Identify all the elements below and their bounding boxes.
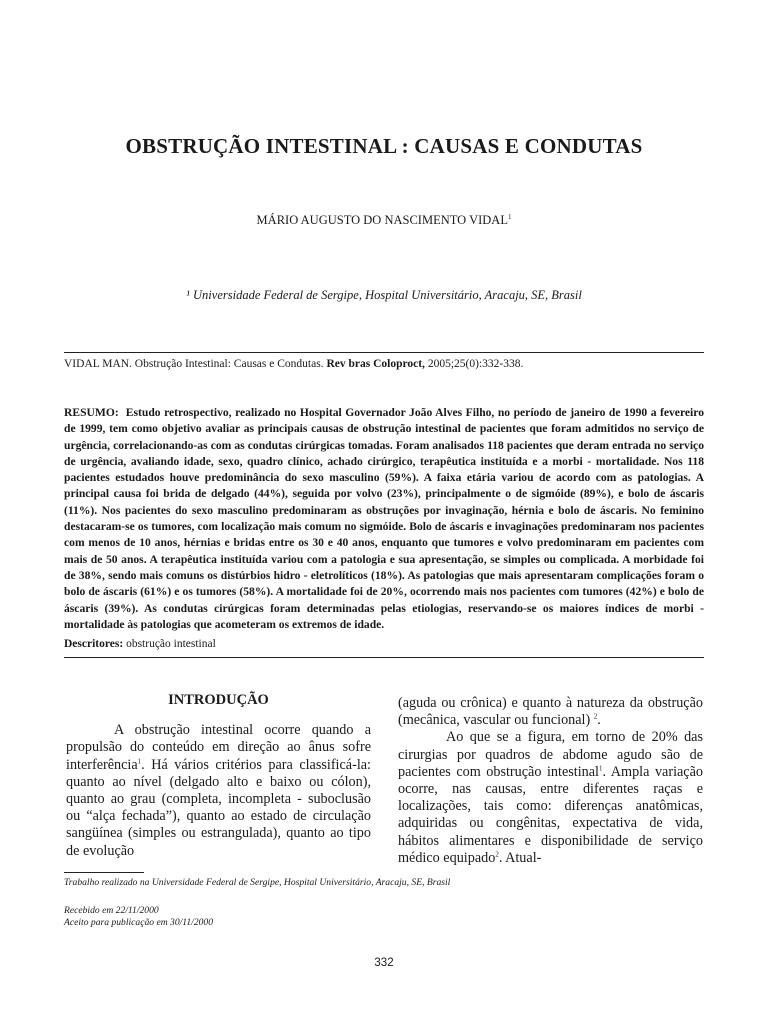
author-affiliation-mark: 1 <box>507 212 512 221</box>
footnote-work: Trabalho realizado na Universidade Federal de Sergipe, Hospital Universitário, Aracaju, SE, Brasil <box>64 877 451 888</box>
abstract-label: RESUMO: <box>64 406 119 419</box>
body-paragraph <box>398 729 703 867</box>
body-column-left <box>66 692 371 860</box>
citation <box>64 358 709 370</box>
citation-details: 2005;25(0):332-338. <box>427 358 524 370</box>
body-paragraph <box>398 695 703 729</box>
body-column-right <box>398 695 703 867</box>
author-line <box>0 213 768 228</box>
citation-top-rule <box>64 352 704 353</box>
author-name: MÁRIO AUGUSTO DO NASCIMENTO VIDAL <box>256 213 508 227</box>
affiliation-text: Universidade Federal de Sergipe, Hospital Universitário, Aracaju, SE, Brasil <box>193 288 582 302</box>
body-text: . Há vários critérios para classificá-la: quanto ao nível (delgado alto e baixo ou cólon), quanto ao grau (completa, incompleta - suboclusão ou “alça fechada”), quanto ao estado de circulação sangüínea (simples ou estrangulada), quanto ao tipo de evolução <box>66 756 371 859</box>
keywords-label: Descritores: <box>64 638 124 650</box>
body-text: A obstrução intestinal ocorre quando a propulsão do conteúdo em direção ao ânus sofre interferência <box>66 722 371 773</box>
keywords <box>64 638 704 650</box>
affiliation-mark: ¹ <box>186 288 190 302</box>
body-text: . Ampla variação ocorre, nas causas, entre diferentes raças e localizações, tais como: diferenças anatômicas, adquiridas ou congênitas, expectativa de vida, hábitos alimentares e disponibilidade de serviço médico equipado <box>398 763 703 866</box>
page-number: 332 <box>374 957 394 969</box>
keywords-value: obstrução intestinal <box>126 638 216 650</box>
reference-mark: 2 <box>495 850 499 859</box>
body-text: . <box>597 712 601 729</box>
affiliation-line <box>0 288 768 303</box>
reference-mark: 1 <box>137 756 142 765</box>
body-text: (aguda ou crônica) e quanto à natureza da obstrução (mecânica, vascular ou funcional) <box>398 695 703 729</box>
footnote-received: Recebido em 22/11/2000 <box>64 905 159 916</box>
footnote-rule <box>64 872 144 873</box>
section-heading-introducao: INTRODUÇÃO <box>168 692 269 708</box>
abstract-text: Estudo retrospectivo, realizado no Hospital Governador João Alves Filho, no período de janeiro de 1990 a fevereiro de 1999, tem como objetivo avaliar as principais causas de obstrução intestinal de pacientes que foram admitidos no serviço de urgência, correlacionando-as com as condutas cirúrgicas tomadas. Foram analisados 118 pacientes que deram entrada no serviço de urgência, avaliando idade, sexo, quadro clínico, achado cirúrgico, terapêutica instituída e a morbi - mortalidade. Nos 118 pacientes estudados houve predominância do sexo masculino (59%). A faixa etária variou de acordo com as patologias. A principal causa foi brida de delgado (44%), seguida por volvo (23%), principalmente o de sigmóide (89%), e bolo de áscaris (11%). Nos pacientes do sexo masculino predominaram as obstruções por invaginação, hérnia e bolo de áscaris. No feminino destacaram-se os tumores, com localização mais comum no sigmóide. Bolo de áscaris e invaginações predominaram nos pacientes com menos de 10 anos, hérnias e bridas entre os 30 e 40 anos, enquanto que tumores e volvo predominaram em pacientes com mais de 50 anos. A terapêutica instituída variou com a patologia e sua apresentação, se simples ou complicada. A morbidade foi de 38%, sendo mais comuns os distúrbios hidro - eletrolíticos (18%). As patologias que mais apresentaram complicações foram o bolo de áscaris (61%) e os tumores (58%). A mortalidade foi de 20%, ocorrendo mais nos pacientes com tumores (42%) e bolo de áscaris (39%). As condutas cirúrgicas foram determinadas pelas etiologias, reservando-se os maiores índices de morbi - mortalidade às patologias que acometeram os extremos de idade. <box>64 406 704 631</box>
citation-prefix: VIDAL MAN. Obstrução Intestinal: Causas e Condutas. <box>64 358 324 370</box>
article-title: OBSTRUÇÃO INTESTINAL : CAUSAS E CONDUTAS <box>125 134 643 158</box>
reference-mark: 2 <box>593 712 598 721</box>
body-text: . Atual- <box>498 849 542 866</box>
footnote-accepted: Aceito para publicação em 30/11/2000 <box>64 917 214 928</box>
citation-journal: Rev bras Coloproct, <box>326 358 425 370</box>
body-text: Ao que se a figura, em torno de 20% das cirurgias por quadros de abdome agudo são de pacientes com obstrução intestinal <box>398 729 703 780</box>
abstract <box>64 405 704 633</box>
body-paragraph <box>66 722 371 860</box>
reference-mark: 1 <box>599 764 603 773</box>
keywords-bottom-rule <box>64 657 704 658</box>
